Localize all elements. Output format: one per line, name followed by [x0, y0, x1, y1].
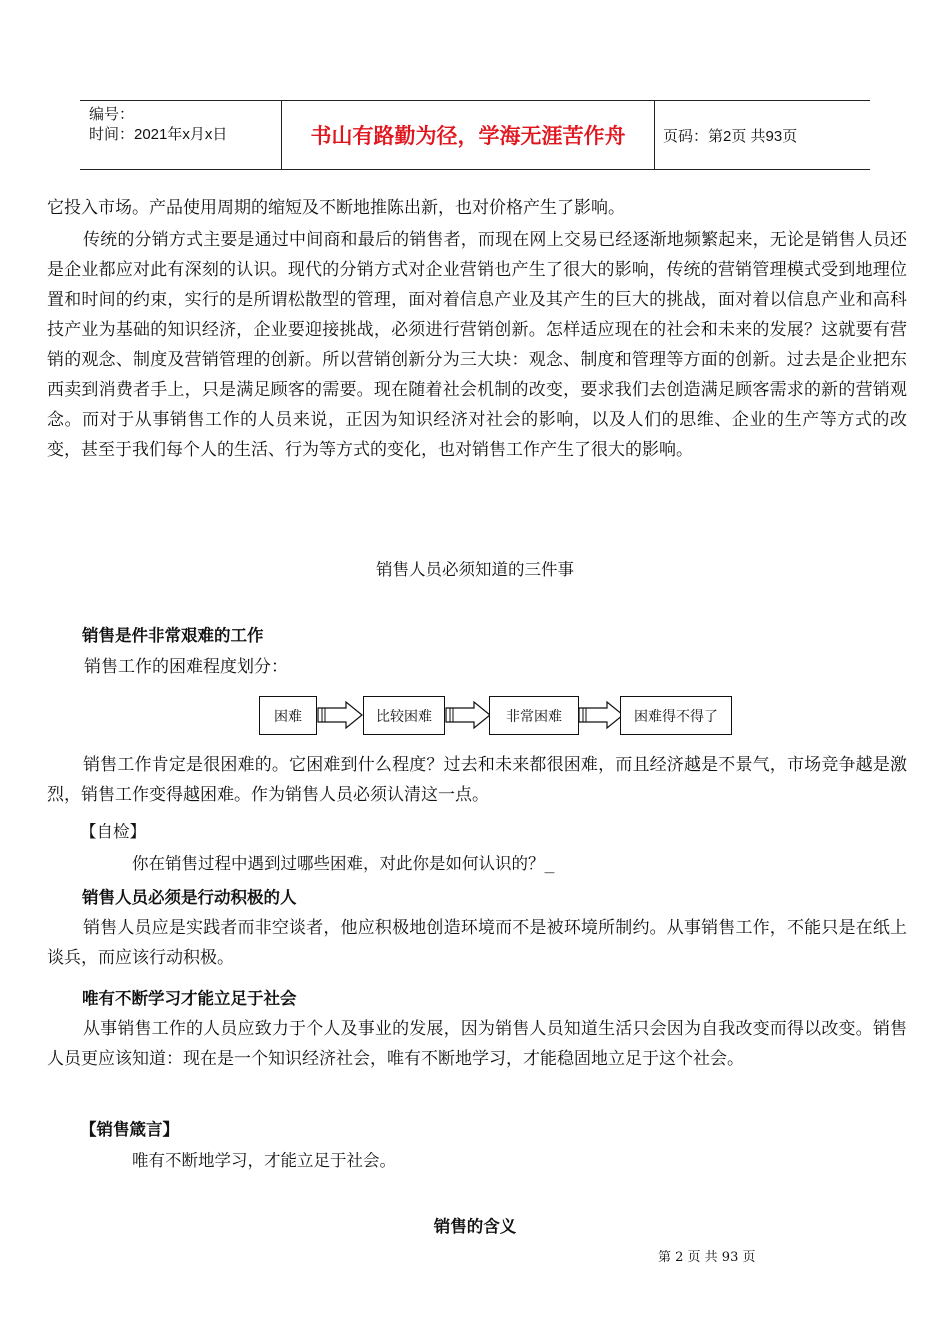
section-title: 销售人员必须知道的三件事: [376, 560, 574, 579]
flow-arrow-1: [316, 700, 364, 730]
paragraph-3: 销售工作肯定是很困难的。它困难到什么程度？过去和未来都很困难，而且经济越是不景气，市场竞争越是激烈，销售工作变得越困难。作为销售人员必须认清这一点。: [47, 755, 907, 805]
motto-text: 唯有不断地学习，才能立足于社会。: [132, 1151, 396, 1170]
page-header: [80, 100, 870, 170]
self-check-label: 【自检】: [80, 822, 146, 841]
header-meta-cell: [80, 101, 282, 169]
self-check-question: 你在销售过程中遇到过哪些困难，对此你是如何认识的？_: [132, 854, 555, 873]
paragraph-2: 传统的分销方式主要是通过中间商和最后的销售者，而现在网上交易已经逐渐地频繁起来，无论是销售人员还是企业都应对此有深刻的认识。现代的分销方式对企业营销也产生了很大的影响，传统的营销管理模式受到地理位置和时间的约束，实行的是所谓松散型的管理，面对着信息产业及其产生的巨大的挑战，面对着以信息产业和高科技产业为基础的知识经济，企业要迎接挑战，必须进行营销创新。怎样适应现在的社会和未来的发展？这就要有营销的观念、制度及营销管理的创新。所以营销创新分为三大块：观念、制度和管理等方面的创新。过去是企业把东西卖到消费者手上，只是满足顾客的需要。现在随着社会机制的改变，要求我们去创造满足顾客需求的新的营销观念。而对于从事销售工作的人员来说，正因为知识经济对社会的影响，以及人们的思维、企业的生产等方式的改变，甚至于我们每个人的生活、行为等方式的变化，也对销售工作产生了很大的影响。: [47, 230, 907, 460]
number-label: 编号：: [89, 106, 135, 123]
header-motto: 书山有路勤为径，学海无涯苦作舟: [282, 101, 655, 169]
flow-box-2: 比较困难: [363, 696, 445, 735]
section-title-2: 销售的含义: [433, 1217, 517, 1236]
page-footer: 第 2 页 共 93 页: [658, 1250, 756, 1265]
paragraph-1: 它投入市场。产品使用周期的缩短及不断地推陈出新，也对价格产生了影响。: [47, 198, 625, 218]
motto-label: 【销售箴言】: [80, 1120, 179, 1139]
flow-arrow-2: [444, 700, 492, 730]
difficulty-intro: 销售工作的困难程度划分：: [84, 657, 288, 677]
paragraph-5: 从事销售工作的人员应致力于个人及事业的发展，因为销售人员知道生活只会因为自我改变而得以改变。销售人员更应该知道：现在是一个知识经济社会，唯有不断地学习，才能稳固地立足于这个社会。: [47, 1019, 907, 1069]
flow-box-1: 困难: [259, 696, 317, 735]
header-page-info: 页码：第2页 共93页: [663, 128, 798, 145]
heading-active-person: 销售人员必须是行动积极的人: [82, 888, 297, 907]
time-label: 时间：2021年x月x日: [89, 126, 228, 143]
heading-keep-learning: 唯有不断学习才能立足于社会: [82, 989, 297, 1008]
flow-arrow-3: [577, 700, 625, 730]
heading-difficult-job: 销售是件非常艰难的工作: [82, 626, 264, 645]
paragraph-4: 销售人员应是实践者而非空谈者，他应积极地创造环境而不是被环境所制约。从事销售工作，不能只是在纸上谈兵，而应该行动积极。: [47, 918, 907, 968]
flow-box-4: 困难得不得了: [620, 696, 732, 735]
flow-box-3: 非常困难: [489, 696, 579, 735]
